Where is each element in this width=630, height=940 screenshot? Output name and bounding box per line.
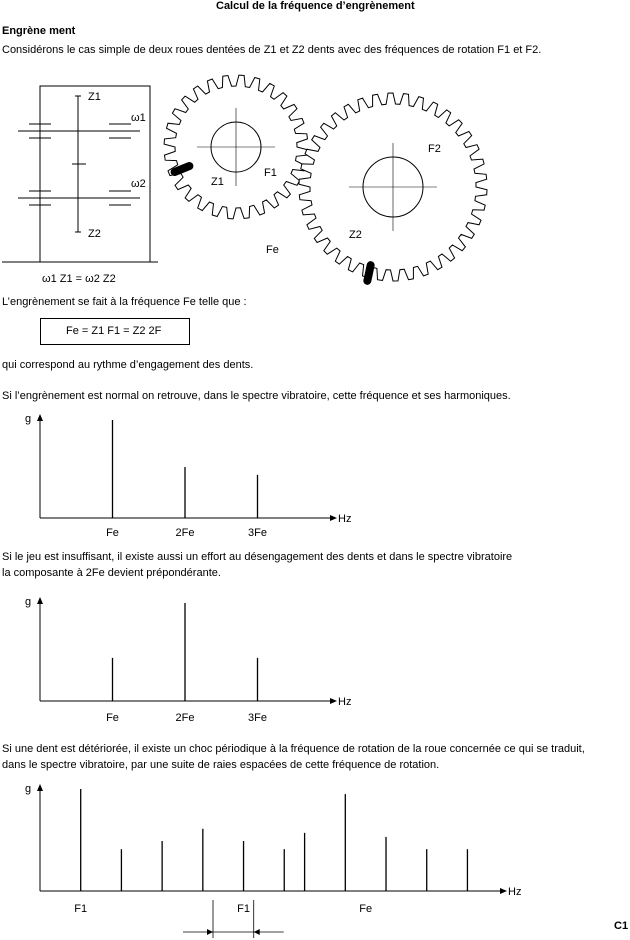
tick-label: F1 [237, 903, 250, 915]
x-axis-label: Hz [338, 513, 352, 525]
spectrum-chart-1 [25, 413, 351, 539]
x-axis-label: Hz [338, 696, 352, 708]
y-axis-arrow [37, 414, 43, 421]
y-axis-label: g [25, 413, 32, 425]
y-axis-label: g [25, 783, 32, 795]
gear-label-z1: Z1 [211, 176, 224, 188]
tick-label: F1 [74, 903, 88, 915]
gear-label-z2: Z2 [349, 229, 362, 241]
shaft-label-z2: Z2 [88, 228, 101, 240]
x-axis-arrow [500, 888, 507, 894]
gear-relation: ω1 Z1 = ω2 Z2 [42, 273, 116, 285]
page-marker: C1 [614, 920, 629, 932]
play-text-2: la composante à 2Fe devient prépondérante. [2, 567, 221, 579]
tick-label: Fe [106, 712, 119, 724]
gear-label-fe: Fe [266, 244, 279, 256]
x-axis-label: Hz [508, 886, 522, 898]
intro-text: Considérons le cas simple de deux roues dentées de Z1 et Z2 dents avec des fréquences de rotation F1 et F2. [2, 44, 542, 56]
tick-label: 2Fe [175, 527, 195, 539]
formula: Fe = Z1 F1 = Z2 2F [66, 325, 162, 337]
tick-label: 3Fe [248, 712, 267, 724]
y-axis-arrow [37, 784, 43, 791]
tick-label: Fe [106, 527, 119, 539]
normal-text: Si l’engrènement est normal on retrouve, dans le spectre vibratoire, cette fréquence et ses harmoniques. [2, 390, 511, 402]
rhythm-text: qui correspond au rythme d’engagement des dents. [2, 359, 254, 371]
spacing-arrowhead-left [207, 929, 213, 935]
x-axis-arrow [330, 515, 337, 521]
y-axis-arrow [37, 597, 43, 604]
spectrum-chart-3 [25, 783, 521, 938]
spectrum-chart-2 [25, 596, 351, 724]
x-axis-arrow [330, 698, 337, 704]
section-title: Engrène ment [2, 25, 76, 37]
meshing-text: L’engrènement se fait à la fréquence Fe telle que : [2, 296, 247, 308]
y-axis-label: g [25, 596, 32, 608]
shaft-label-w2: ω2 [131, 178, 146, 190]
page-title: Calcul de la fréquence d’engrènement [216, 0, 415, 12]
play-text-1: Si le jeu est insuffisant, il existe aussi un effort au désengagement des dents et dans le spectre vibratoire [2, 551, 513, 563]
tooth-text-2: dans le spectre vibratoire, par une suite de raies espacées de cette fréquence de rotation. [2, 759, 440, 771]
tooth-text-1: Si une dent est détériorée, il existe un choc périodique à la fréquence de rotation de la roue concernée ce qui se traduit, [2, 743, 585, 755]
shaft-label-z1: Z1 [88, 91, 101, 103]
shaft-label-w1: ω1 [131, 112, 146, 124]
spacing-arrowhead-right [254, 929, 260, 935]
tick-label: 2Fe [175, 712, 195, 724]
gear-label-f2: F2 [428, 143, 441, 155]
tick-label: 3Fe [248, 527, 267, 539]
gear-label-f1: F1 [264, 167, 277, 179]
tick-label: Fe [359, 903, 373, 915]
